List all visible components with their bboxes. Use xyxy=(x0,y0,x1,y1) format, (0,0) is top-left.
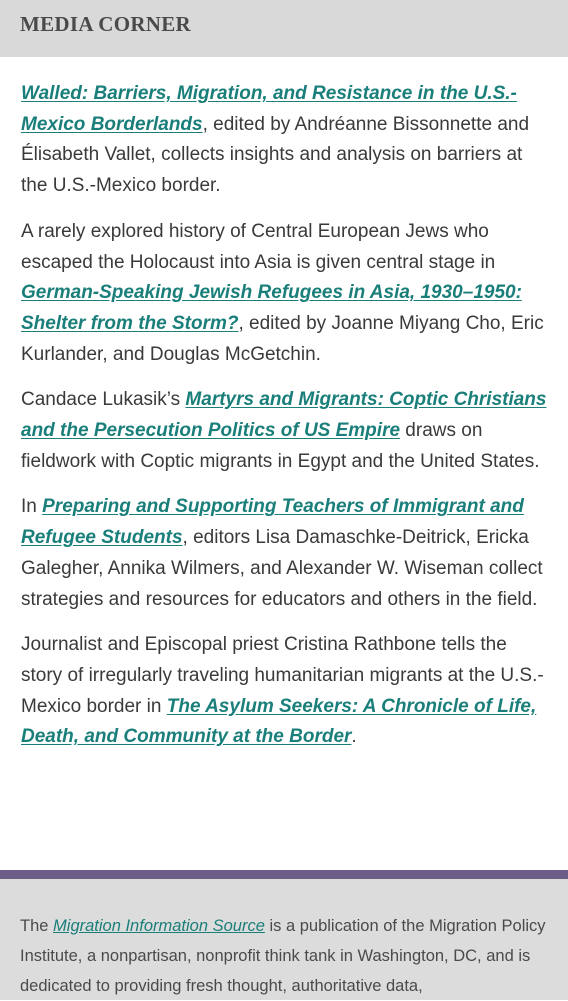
media-corner-header xyxy=(0,0,568,57)
list-item xyxy=(21,217,548,371)
list-item xyxy=(21,385,548,477)
footer-text-before: The xyxy=(20,917,54,935)
item-text-before: Journalist and Episcopal priest Cristina Rathbone tells the story of irregularly traveling humanitarian migrants at the U.S.-Mexico border in xyxy=(21,634,544,717)
list-item xyxy=(21,630,548,753)
footer xyxy=(0,879,568,1000)
item-text-after: , edited by Joanne Miyang Cho, Eric Kurlander, and Douglas McGetchin. xyxy=(21,312,544,365)
item-text-after: , edited by Andréanne Bissonnette and Élisabeth Vallet, collects insights and analysis on barriers at the U.S.-Mexico border. xyxy=(21,113,530,197)
media-list xyxy=(0,57,568,870)
book-link-preparing-teachers[interactable]: Preparing and Supporting Teachers of Immigrant and Refugee Students xyxy=(21,496,524,549)
list-item xyxy=(21,492,548,615)
item-text-before: A rarely explored history of Central European Jews who escaped the Holocaust into Asia is given central stage in xyxy=(21,220,496,273)
section-divider xyxy=(0,870,568,879)
book-link-martyrs-migrants[interactable]: Martyrs and Migrants: Coptic Christians and the Persecution Politics of US Empire xyxy=(21,389,547,442)
item-text-before: In xyxy=(21,496,43,518)
item-text-before: Candace Lukasik’s xyxy=(21,389,186,411)
book-link-jewish-refugees[interactable]: German-Speaking Jewish Refugees in Asia, 1930–1950: Shelter from the Storm? xyxy=(21,282,522,334)
book-link-asylum-seekers[interactable]: The Asylum Seekers: A Chronicle of Life, Death, and Community at the Border xyxy=(21,695,537,748)
book-link-walled[interactable]: Walled: Barriers, Migration, and Resistance in the U.S.-Mexico Borderlands xyxy=(21,83,517,135)
item-text-after: . xyxy=(351,726,357,748)
footer-text-after: is a publication of the Migration Policy Institute, a nonpartisan, nonprofit think tank in Washington, DC, and is dedicated to providing fresh thought, authoritative data, xyxy=(20,917,546,995)
section-title: MEDIA CORNER xyxy=(20,12,192,36)
item-text-after: , editors Lisa Damaschke-Deitrick, Ericka Galegher, Annika Wilmers, and Alexander W. Wiseman collect strategies and resources for educators and others in the field. xyxy=(21,527,543,610)
migration-information-source-link[interactable]: Migration Information Source xyxy=(53,917,265,935)
list-item xyxy=(21,79,548,202)
item-text-after: draws on fieldwork with Coptic migrants in Egypt and the United States. xyxy=(21,420,540,472)
